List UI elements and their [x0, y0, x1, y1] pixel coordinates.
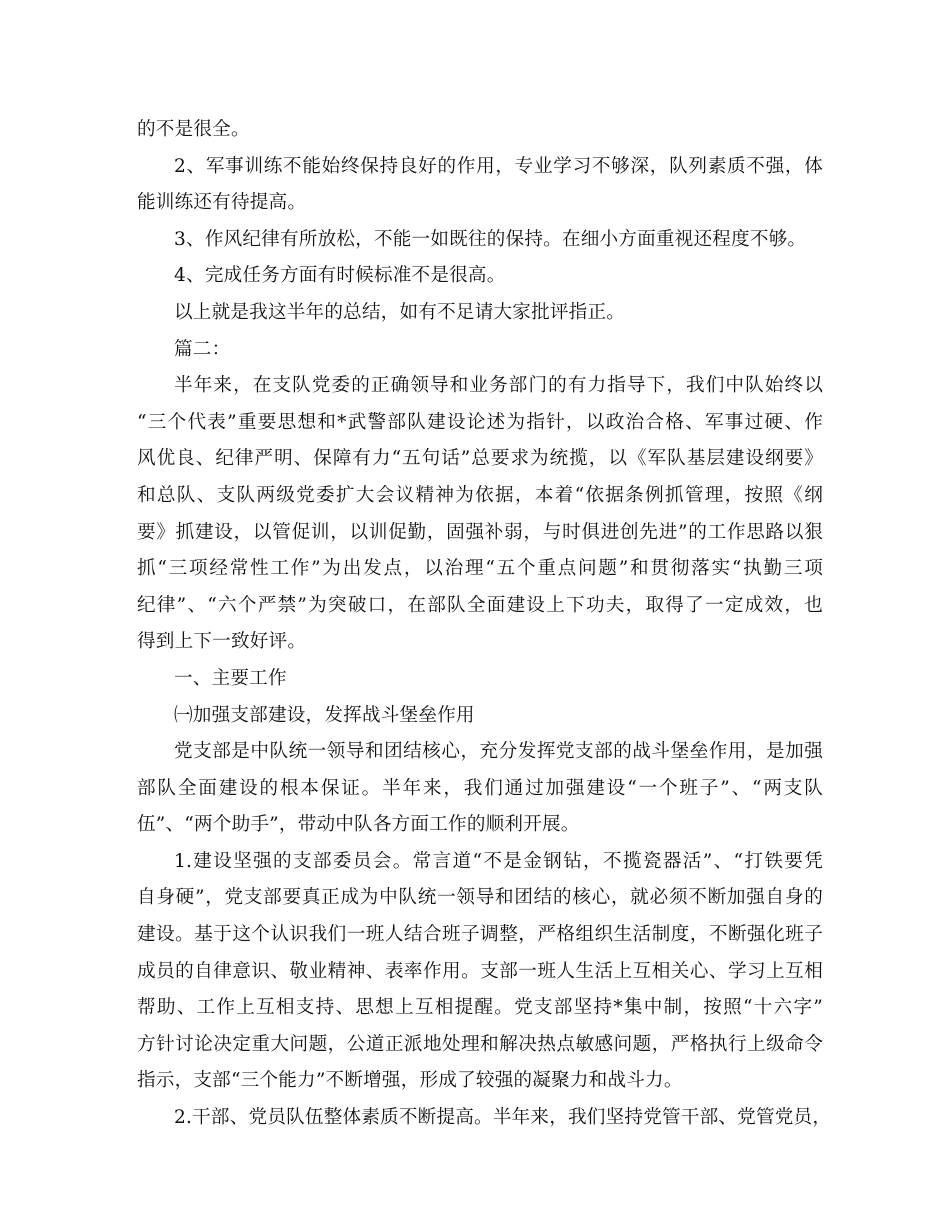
- text-line: ㈠加强支部建设，发挥战斗堡垒作用: [174, 704, 475, 726]
- text-line: 建设。基于这个认识我们一班人结合班子调整，严格组织生活制度，不断强化班子: [137, 924, 823, 946]
- text-line: 要》抓建设，以管促训，以训促勤，固强补弱，与时俱进创先进”的工作思路以狠: [137, 521, 823, 543]
- text-line: 部队全面建设的根本保证。半年来，我们通过加强建设“一个班子”、“两支队: [137, 777, 823, 799]
- text-line: 篇二：: [174, 338, 231, 360]
- text-line: 以上就是我这半年的总结，如有不足请大家批评指正。: [174, 301, 626, 323]
- text-line: 得到上下一致好评。: [137, 631, 307, 653]
- text-line: 一、主要工作: [174, 667, 287, 689]
- text-line: 抓“三项经常性工作”为出发点，以治理“五个重点问题”和贯彻落实“执勤三项: [137, 558, 823, 580]
- text-line: 3、作风纪律有所放松，不能一如既往的保持。在细小方面重视还程度不够。: [174, 228, 807, 250]
- text-line: 纪律”、“六个严禁”为突破口，在部队全面建设上下功夫，取得了一定成效，也: [137, 594, 823, 616]
- text-line: 2.干部、党员队伍整体素质不断提高。半年来，我们坚持党管干部、党管党员，: [174, 1107, 832, 1129]
- text-line: 党支部是中队统一领导和团结核心，充分发挥党支部的战斗堡垒作用，是加强: [174, 741, 823, 763]
- text-line: 和总队、支队两级党委扩大会议精神为依据，本着“依据条例抓管理，按照《纲: [137, 484, 823, 506]
- text-line: 指示，支部“三个能力”不断增强，形成了较强的凝聚力和战斗力。: [137, 1070, 683, 1092]
- text-line: 方针讨论决定重大问题，公道正派地处理和解决热点敏感问题，严格执行上级命令: [137, 1033, 823, 1055]
- text-line: 1.建设坚强的支部委员会。常言道“不是金钢钻，不揽瓷器活”、“打铁要凭: [174, 850, 823, 872]
- text-line: 成员的自律意识、敬业精神、表率作用。支部一班人生活上互相关心、学习上互相: [137, 960, 823, 982]
- text-line: 帮助、工作上互相支持、思想上互相提醒。党支部坚持*集中制，按照“十六字”: [137, 997, 823, 1019]
- text-line: 2、军事训练不能始终保持良好的作用，专业学习不够深，队列素质不强，体: [174, 155, 823, 177]
- text-line: 自身硬”，党支部要真正成为中队统一领导和团结的核心，就必须不断加强自身的: [137, 887, 823, 909]
- document-body: [137, 112, 832, 1137]
- text-line: “三个代表”重要思想和*武警部队建设论述为指针，以政治合格、军事过硬、作: [137, 411, 823, 433]
- text-line: 4、完成任务方面有时候标准不是很高。: [174, 265, 506, 287]
- text-line: 能训练还有待提高。: [137, 192, 307, 214]
- text-line: 半年来，在支队党委的正确领导和业务部门的有力指导下，我们中队始终以: [174, 375, 823, 397]
- text-line: 的不是很全。: [137, 119, 250, 140]
- text-line: 风优良、纪律严明、保障有力“五句话”总要求为统揽，以《军队基层建设纲要》: [137, 448, 823, 470]
- text-line: 伍”、“两个助手”，带动中队各方面工作的顺利开展。: [137, 814, 580, 836]
